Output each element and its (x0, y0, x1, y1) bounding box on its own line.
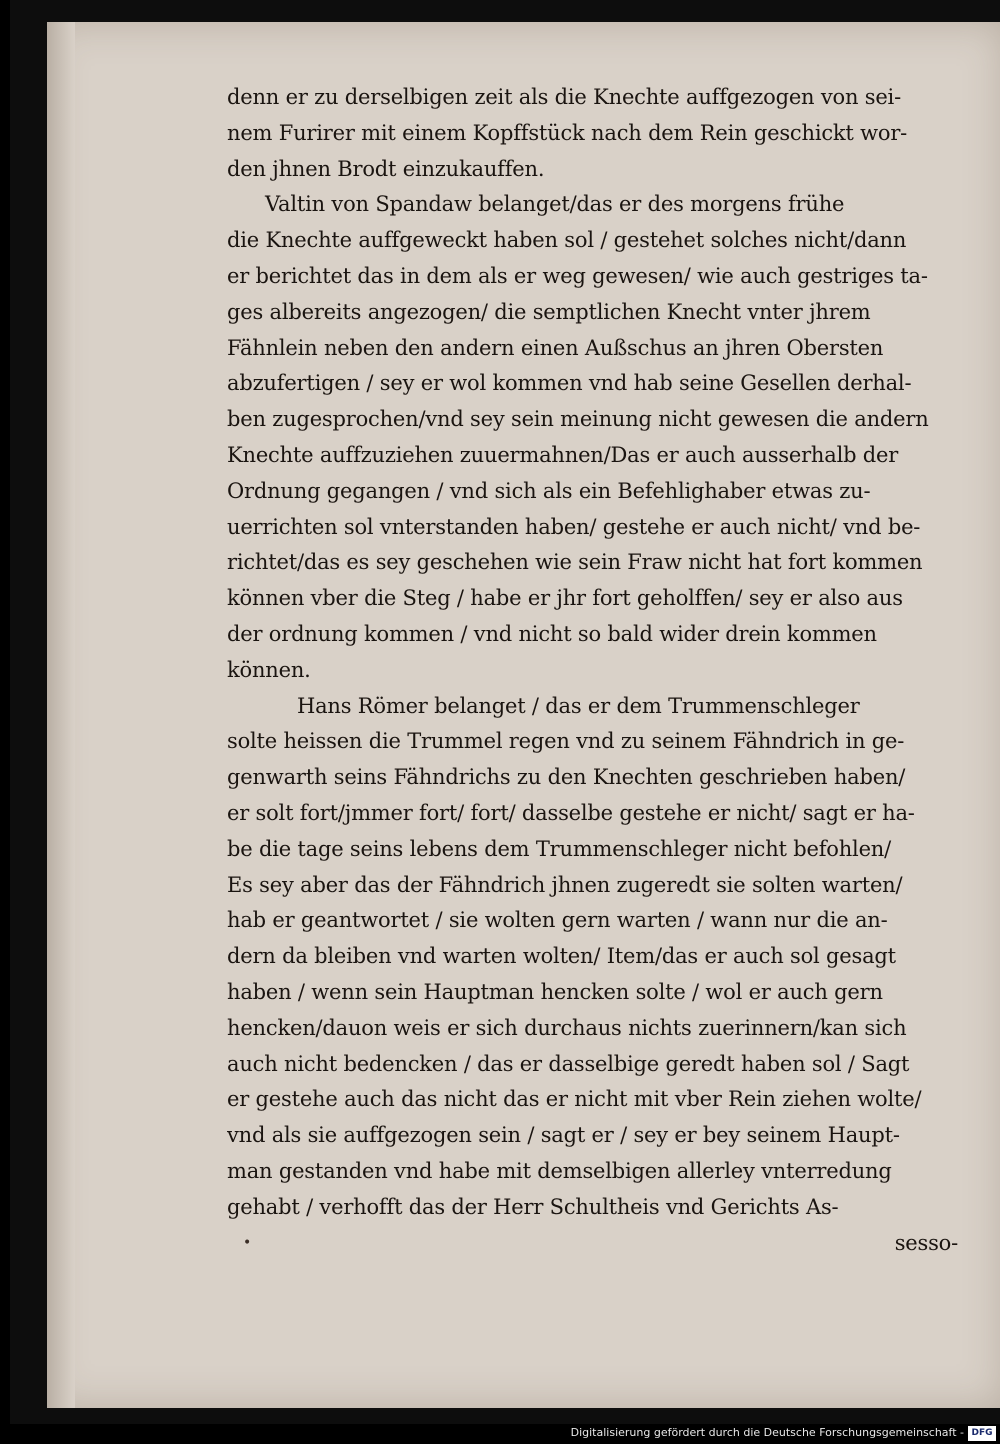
text-line: den jhnen Brodt einzukauffen. (227, 156, 545, 181)
text-line: Ordnung gegangen / vnd sich als ein Befehlighaber etwas zu- (227, 478, 871, 503)
dfg-logo-icon: DFG (968, 1426, 996, 1441)
text-line: gehabt / verhofft das der Herr Schultheis vnd Gerichts As- (227, 1194, 839, 1219)
page-gutter (47, 22, 75, 1408)
footer-bar (0, 1424, 1000, 1444)
text-line: denn er zu derselbigen zeit als die Knechte auffgezogen von sei- (227, 85, 901, 109)
text-line: ben zugesprochen/vnd sey sein meinung nicht gewesen die andern (227, 407, 929, 432)
text-line: abzufertigen / sey er wol kommen vnd hab seine Gesellen derhal- (227, 371, 912, 396)
text-line: man gestanden vnd habe mit demselbigen allerley vnterredung (227, 1158, 892, 1183)
text-line: die Knechte auffgeweckt haben sol / gestehet solches nicht/dann (227, 228, 907, 253)
text-line: haben / wenn sein Hauptman hencken solte / wol er auch gern (227, 979, 883, 1004)
text-line: dern da bleiben vnd warten wolten/ Item/das er auch sol gesagt (227, 944, 896, 969)
text-line: können vber die Steg / habe er jhr fort geholffen/ sey er also aus (227, 586, 903, 611)
text-line: solte heissen die Trummel regen vnd zu seinem Fähndrich in ge- (227, 729, 905, 754)
text-line: be die tage seins lebens dem Trummenschleger nicht befohlen/ (227, 836, 891, 861)
text-line: sesso- (894, 1230, 958, 1255)
text-line: Valtin von Spandaw belanget/das er des morgens frühe (265, 192, 845, 217)
text-line: Es sey aber das der Fähndrich jhnen zugeredt sie solten warten/ (227, 872, 903, 897)
text-line: genwarth seins Fähndrichs zu den Knechten geschrieben haben/ (227, 765, 906, 790)
page-mark: • (243, 1235, 252, 1251)
text-block (227, 80, 962, 1261)
text-line: ges albereits angezogen/ die semptlichen Knecht vnter jhrem (227, 299, 871, 324)
text-line: Fähnlein neben den andern einen Außschus an jhren Obersten (227, 335, 884, 360)
text-line: können. (227, 657, 311, 682)
text-line: vnd als sie auffgezogen sein / sagt er / sey er bey seinem Haupt- (227, 1123, 900, 1148)
text-line: der ordnung kommen / vnd nicht so bald wider drein kommen (227, 621, 877, 646)
text-line: hab er geantwortet / sie wolten gern warten / wann nur die an- (227, 908, 888, 933)
scan-frame (10, 0, 1000, 1424)
text-line: auch nicht bedencken / das er dasselbige geredt haben sol / Sagt (227, 1051, 910, 1076)
text-line: uerrichten sol vnterstanden haben/ gestehe er auch nicht/ vnd be- (227, 514, 921, 539)
text-line: Knechte auffzuziehen zuuermahnen/Das er auch ausserhalb der (227, 442, 899, 467)
text-line: er gestehe auch das nicht das er nicht mit vber Rein ziehen wolte/ (227, 1087, 922, 1112)
footer-credit: Digitalisierung gefördert durch die Deutsche Forschungsgemeinschaft - (570, 1426, 964, 1439)
text-line: er solt fort/jmmer fort/ fort/ dasselbe gestehe er nicht/ sagt er ha- (227, 800, 915, 825)
document-page (47, 22, 1000, 1408)
text-line: nem Furirer mit einem Kopffstück nach dem Rein geschickt wor- (227, 120, 908, 145)
text-line: richtet/das es sey geschehen wie sein Fraw nicht hat fort kommen (227, 550, 923, 575)
text-line: er berichtet das in dem als er weg gewesen/ wie auch gestriges ta- (227, 263, 928, 288)
text-line: hencken/dauon weis er sich durchaus nichts zuerinnern/kan sich (227, 1015, 907, 1040)
text-line: Hans Römer belanget / das er dem Trummenschleger (297, 693, 860, 718)
